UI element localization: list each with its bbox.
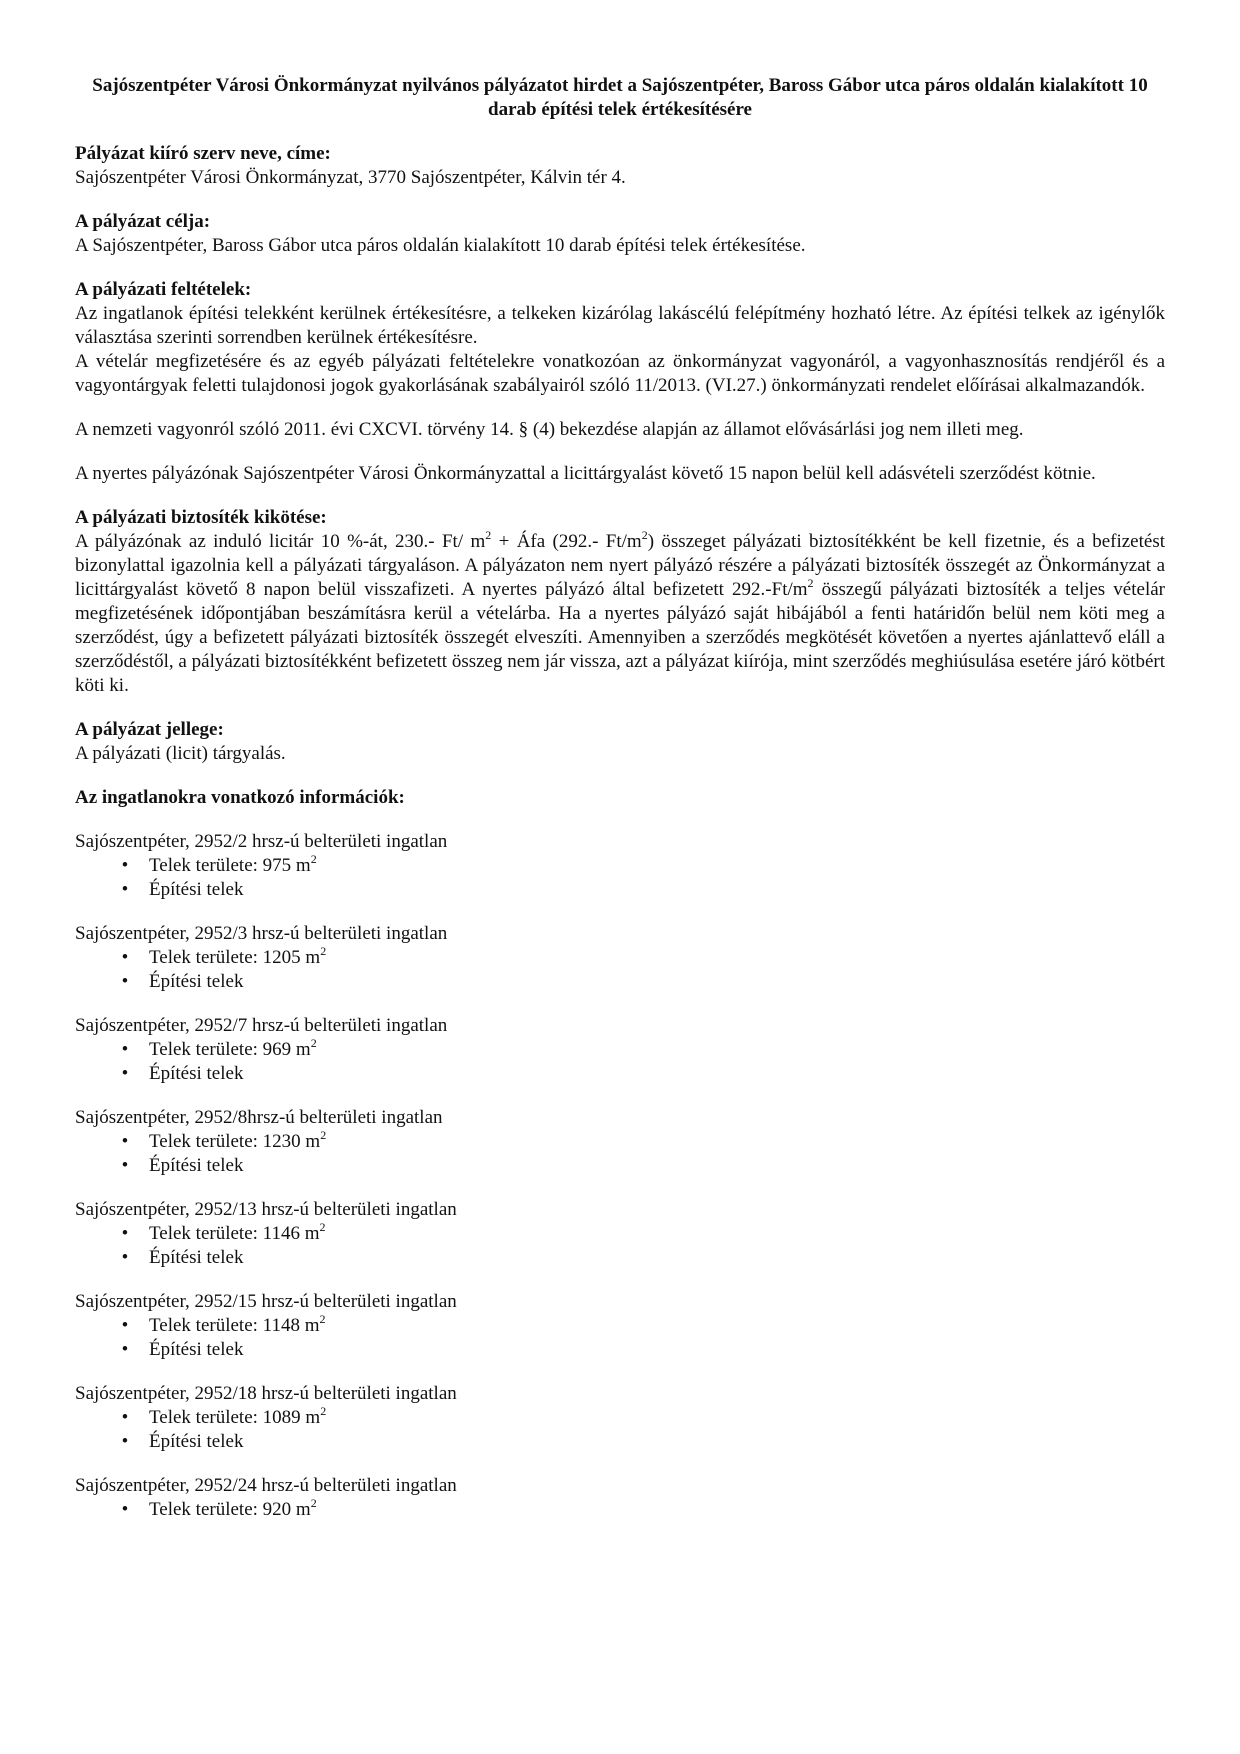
- property-area: Telek területe: 1205 m: [149, 947, 321, 968]
- issuer-text: Sajószentpéter Városi Önkormányzat, 3770 Sajószentpéter, Kálvin tér 4.: [75, 167, 626, 188]
- deposit-text: [75, 527, 1165, 698]
- area-unit-superscript: 2: [319, 1311, 326, 1326]
- property-type-item: [115, 1154, 1165, 1178]
- conditions-paragraph-3-block: [75, 418, 1165, 442]
- property-item: [75, 830, 1165, 902]
- property-area-item: [115, 1035, 1165, 1062]
- conditions-paragraph-4: A nyertes pályázónak Sajószentpéter Városi Önkormányzattal a licittárgyalást követő 15 napon belül kell adásvételi szerződést kötnie.: [75, 463, 1096, 484]
- area-unit-superscript: 2: [320, 1127, 327, 1142]
- property-area-item: [115, 1127, 1165, 1154]
- deposit-superscript-3: 2: [807, 575, 814, 590]
- property-type-item: [115, 1430, 1165, 1454]
- property-details-list: [75, 1403, 1165, 1454]
- bullet-icon: •: [121, 1131, 129, 1152]
- property-item: [75, 1474, 1165, 1522]
- property-type-item: [115, 970, 1165, 994]
- property-name: Sajószentpéter, 2952/13 hrsz-ú belterületi ingatlan: [75, 1199, 457, 1220]
- purpose-text: A Sajószentpéter, Baross Gábor utca páros oldalán kialakított 10 darab építési telek értékesítése.: [75, 235, 806, 256]
- nature-heading: A pályázat jellege:: [75, 719, 224, 740]
- bullet-icon: •: [121, 1315, 129, 1336]
- property-area: Telek területe: 969 m: [149, 1039, 311, 1060]
- bullet-icon: •: [121, 1155, 129, 1176]
- area-unit-superscript: 2: [320, 1403, 327, 1418]
- property-details-list: [75, 1127, 1165, 1178]
- nature-text: A pályázati (licit) tárgyalás.: [75, 743, 286, 764]
- bullet-icon: •: [121, 971, 129, 992]
- property-item: [75, 1014, 1165, 1086]
- deposit-section: [75, 506, 1165, 698]
- area-unit-superscript: 2: [320, 943, 327, 958]
- property-area: Telek területe: 1230 m: [149, 1131, 321, 1152]
- deposit-text-part-3: ) összeget pályázati biztosítékként be kell fizetnie, és a befizetést bizonylattal igazolnia kell a pályázati tárgyaláson. A pályázaton nem nyert pályázó részére a pályázati biztosíték összegét az Önkormányzat a licittárgyalást követő 8 napon belül visszafizeti. A nyertes pályázó által befizetett 292.-Ft/m: [75, 531, 1165, 600]
- conditions-paragraph-2: A vételár megfizetésére és az egyéb pályázati feltételekre vonatkozóan az önkormányzat vagyonáról, a vagyonhasznosítás rendjéről és a vagyontárgyak feletti tulajdonosi jogok gyakorlásának szabályairól szóló 11/2013. (VI.27.) önkormányzati rendelet előírásai alkalmazandók.: [75, 351, 1165, 396]
- bullet-icon: •: [121, 1039, 129, 1060]
- property-details-list: [75, 1219, 1165, 1270]
- property-type: Építési telek: [149, 1247, 244, 1268]
- area-unit-superscript: 2: [310, 1495, 317, 1510]
- bullet-icon: •: [121, 1223, 129, 1244]
- property-area: Telek területe: 1148 m: [149, 1315, 320, 1336]
- area-unit-superscript: 2: [319, 1219, 326, 1234]
- purpose-heading: A pályázat célja:: [75, 211, 211, 232]
- property-area-item: [115, 1311, 1165, 1338]
- deposit-text-part-4: összegű pályázati biztosíték a teljes vételár megfizetésének időpontjában beszámításra kerül a vételárba. Ha a nyertes pályázó saját hibájából a fenti határidőn belül nem köti meg a szerződést, úgy a befizetett pályázati biztosíték összegét elveszíti. Amennyiben a szerződés megkötését követően a nyertes ajánlattevő eláll a szerződéstől, a pályázati biztosítékként befizetett összeg nem jár vissza, azt a pályázat kiírója, mint szerződés meghiúsulása esetére járó kötbért köti ki.: [75, 579, 1165, 696]
- property-name: Sajószentpéter, 2952/3 hrsz-ú belterületi ingatlan: [75, 923, 448, 944]
- property-type: Építési telek: [149, 1155, 244, 1176]
- document-content: [75, 74, 1165, 1542]
- property-details-list: [75, 943, 1165, 994]
- bullet-icon: •: [121, 1247, 129, 1268]
- property-item: [75, 1106, 1165, 1178]
- properties-heading: Az ingatlanokra vonatkozó információk:: [75, 787, 405, 808]
- conditions-paragraph-1: Az ingatlanok építési telekként kerülnek értékesítésre, a telkeken kizárólag lakáscélú felépítmény hozható létre. Az építési telkek az igénylők választása szerinti sorrendben kerülnek értékesítésre.: [75, 303, 1165, 348]
- conditions-section: [75, 278, 1165, 398]
- property-details-list: [75, 1311, 1165, 1362]
- issuer-heading: Pályázat kiíró szerv neve, címe:: [75, 143, 331, 164]
- property-type: Építési telek: [149, 1431, 244, 1452]
- bullet-icon: •: [121, 879, 129, 900]
- document-title: Sajószentpéter Városi Önkormányzat nyilvános pályázatot hirdet a Sajószentpéter, Baross Gábor utca páros oldalán kialakított 10 darab építési telek értékesítésére: [92, 75, 1148, 120]
- area-unit-superscript: 2: [310, 851, 317, 866]
- property-type-item: [115, 1338, 1165, 1362]
- property-area-item: [115, 851, 1165, 878]
- property-area-item: [115, 1403, 1165, 1430]
- property-name: Sajószentpéter, 2952/15 hrsz-ú belterületi ingatlan: [75, 1291, 457, 1312]
- property-type-item: [115, 878, 1165, 902]
- property-name: Sajószentpéter, 2952/24 hrsz-ú belterületi ingatlan: [75, 1475, 457, 1496]
- property-type: Építési telek: [149, 1339, 244, 1360]
- property-type-item: [115, 1246, 1165, 1270]
- conditions-paragraph-4-block: [75, 462, 1165, 486]
- property-area-item: [115, 1495, 1165, 1522]
- property-area-item: [115, 943, 1165, 970]
- deposit-heading: A pályázati biztosíték kikötése:: [75, 507, 327, 528]
- property-area: Telek területe: 1089 m: [149, 1407, 321, 1428]
- property-type-item: [115, 1062, 1165, 1086]
- area-unit-superscript: 2: [310, 1035, 317, 1050]
- property-name: Sajószentpéter, 2952/18 hrsz-ú belterületi ingatlan: [75, 1383, 457, 1404]
- conditions-heading: A pályázati feltételek:: [75, 279, 252, 300]
- bullet-icon: •: [121, 1407, 129, 1428]
- property-name: Sajószentpéter, 2952/7 hrsz-ú belterületi ingatlan: [75, 1015, 448, 1036]
- property-item: [75, 1382, 1165, 1454]
- bullet-icon: •: [121, 1063, 129, 1084]
- deposit-superscript-1: 2: [485, 527, 492, 542]
- property-area-item: [115, 1219, 1165, 1246]
- property-area: Telek területe: 975 m: [149, 855, 311, 876]
- bullet-icon: •: [121, 1339, 129, 1360]
- property-details-list: [75, 1495, 1165, 1522]
- conditions-paragraph-3: A nemzeti vagyonról szóló 2011. évi CXCVI. törvény 14. § (4) bekezdése alapján az államot elővásárlási jog nem illeti meg.: [75, 419, 1024, 440]
- property-area: Telek területe: 1146 m: [149, 1223, 320, 1244]
- property-type: Építési telek: [149, 1063, 244, 1084]
- bullet-icon: •: [121, 855, 129, 876]
- property-type: Építési telek: [149, 971, 244, 992]
- property-item: [75, 922, 1165, 994]
- property-type: Építési telek: [149, 879, 244, 900]
- property-details-list: [75, 851, 1165, 902]
- bullet-icon: •: [121, 1499, 129, 1520]
- properties-list: [75, 830, 1165, 1522]
- bullet-icon: •: [121, 947, 129, 968]
- purpose-section: [75, 210, 1165, 258]
- property-name: Sajószentpéter, 2952/8hrsz-ú belterületi ingatlan: [75, 1107, 443, 1128]
- bullet-icon: •: [121, 1431, 129, 1452]
- property-name: Sajószentpéter, 2952/2 hrsz-ú belterületi ingatlan: [75, 831, 448, 852]
- deposit-superscript-2: 2: [641, 527, 648, 542]
- deposit-text-part-2: + Áfa (292.- Ft/m: [491, 531, 642, 552]
- property-item: [75, 1198, 1165, 1270]
- issuer-section: [75, 142, 1165, 190]
- deposit-text-part-1: A pályázónak az induló licitár 10 %-át, 230.- Ft/ m: [75, 531, 486, 552]
- nature-section: [75, 718, 1165, 766]
- property-details-list: [75, 1035, 1165, 1086]
- property-area: Telek területe: 920 m: [149, 1499, 311, 1520]
- property-item: [75, 1290, 1165, 1362]
